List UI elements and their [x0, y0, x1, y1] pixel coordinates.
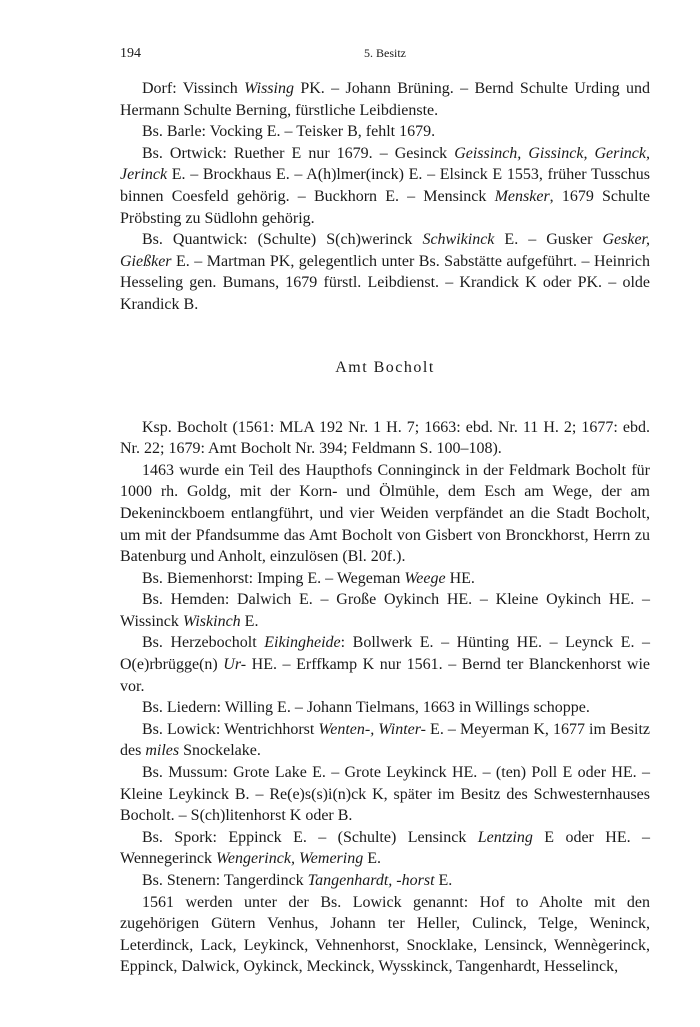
paragraph: Bs. Spork: Eppinck E. – (Schulte) Lensinck Lentzing E oder HE. – Wennegerinck Wengerinck, Wemering E.	[120, 828, 650, 868]
paragraph: Bs. Mussum: Grote Lake E. – Grote Leykinck HE. – (ten) Poll E oder HE. – Kleine Leykinck B. – Re(e)s(s)i(n)ck K, später im Besitz des Schwesternhauses Bocholt. – S(ch)litenhorst K oder B.	[120, 764, 650, 825]
paragraph: Ksp. Bocholt (1561: MLA 192 Nr. 1 H. 7; 1663: ebd. Nr. 11 H. 2; 1677: ebd. Nr. 22; 1679: Amt Bocholt Nr. 394; Feldmann S. 100–108).	[120, 418, 650, 458]
paragraph: 1463 wurde ein Teil des Haupthofs Conninginck in der Feldmark Bocholt für 1000 rh. Goldg, mit der Korn- und Ölmühle, dem Esch am Wege, der am Dekeninckboem entlangführt, und vier Weiden verpfändet an die Stadt Bocholt, um mit der Pfandsumme das Amt Bocholt von Gisbert von Bronckhorst, Herrn zu Batenburg und Anholt, einzulösen (Bl. 20f.).	[120, 461, 650, 566]
paragraph: Bs. Lowick: Wentrichhorst Wenten-, Winter- E. – Meyerman K, 1677 im Besitz des miles Snockelake.	[120, 720, 651, 760]
page-number: 194	[120, 46, 141, 61]
section-heading: Amt Bocholt	[335, 358, 435, 376]
paragraph: Bs. Herzebocholt Eikingheide: Bollwerk E. – Hünting HE. – Leynck E. – O(e)rbrügge(n) Ur- HE. – Erffkamp K nur 1561. – Bernd ter Blanckenhorst wie vor.	[120, 634, 651, 695]
paragraph: 1561 werden unter der Bs. Lowick genannt: Hof to Aholte mit den zugehörigen Gütern Venhus, Johann ter Heller, Culinck, Telge, Weninck, Leterdinck, Lack, Leykinck, Vehnenhorst, Snocklake, Lensinck, Wennègerinck, Eppinck, Dalwick, Oykinck, Meckinck, Wysskinck, Tangenhardt, Hesselinck,	[120, 893, 650, 976]
page	[120, 40, 650, 978]
running-head: 5. Besitz	[364, 46, 406, 60]
paragraph: Bs. Quantwick: (Schulte) S(ch)werinck Schwikinck E. – Gusker Gesker, Gießker E. – Martman PK, gelegentlich unter Bs. Sabstätte aufgeführt. – Heinrich Hesseling gen. Bumans, 1679 fürstl. Leibdienst. – Krandick K oder PK. – olde Krandick B.	[120, 231, 650, 313]
paragraph: Bs. Ortwick: Ruether E nur 1679. – Gesinck Geissinch, Gissinck, Gerinck, Jerinck E. – Brockhaus E. – A(h)lmer(inck) E. – Elsinck E 1553, früher Tusschus binnen Coesfeld gehörig. – Buckhorn E. – Mensinck Mensker, 1679 Schulte Pröbsting zu Südlohn gehörig.	[120, 144, 650, 227]
body-text-part-2	[120, 417, 650, 978]
paragraph: Bs. Liedern: Willing E. – Johann Tielmans, 1663 in Willings schoppe.	[142, 699, 590, 717]
page-header	[120, 40, 650, 62]
paragraph: Dorf: Vissinch Wissing PK. – Johann Brüning. – Bernd Schulte Urding und Hermann Schulte Berning, fürstliche Leibdienste.	[120, 80, 651, 119]
paragraph: Bs. Hemden: Dalwich E. – Große Oykinch HE. – Kleine Oykinch HE. – Wissinck Wiskinch E.	[120, 591, 650, 630]
paragraph: Bs. Stenern: Tangerdinck Tangenhardt, -horst E.	[142, 872, 453, 889]
body-text-part-1	[120, 78, 650, 316]
paragraph: Bs. Biemenhorst: Imping E. – Wegeman Weege HE.	[142, 569, 475, 587]
paragraph: Bs. Barle: Vocking E. – Teisker B, fehlt 1679.	[142, 123, 436, 141]
